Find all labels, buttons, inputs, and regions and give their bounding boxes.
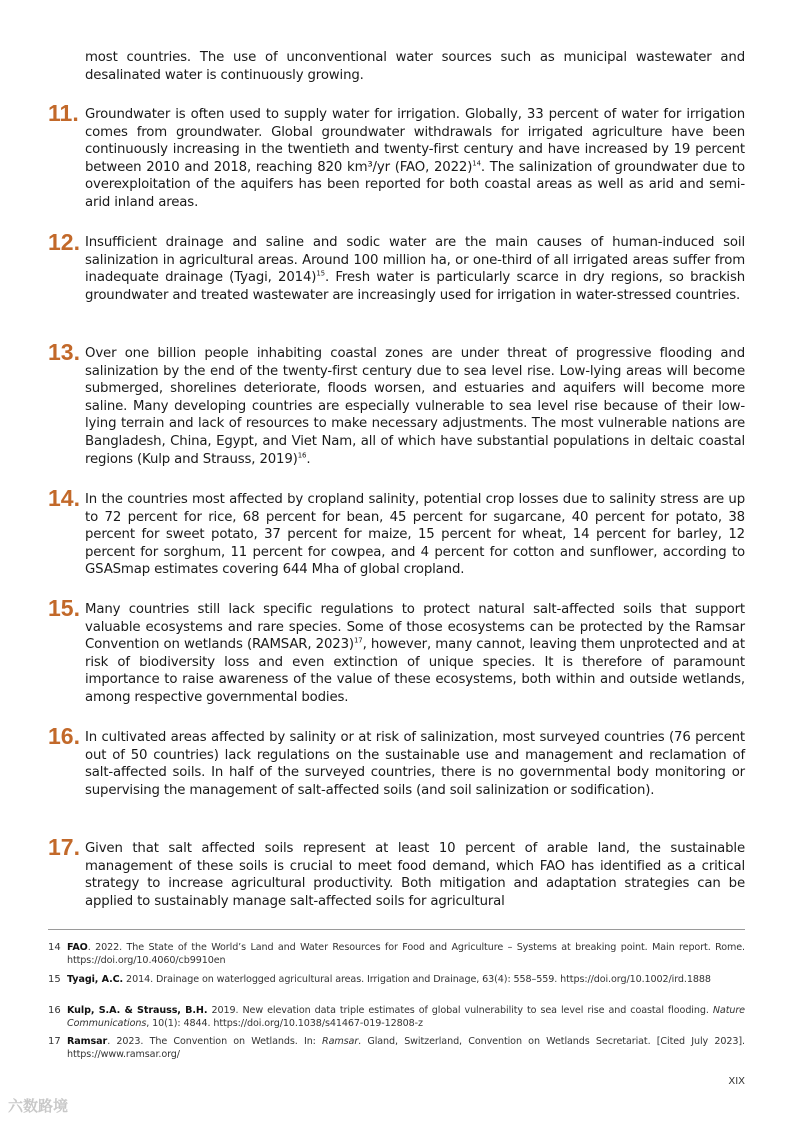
footnote-16 bbox=[67, 1004, 745, 1030]
footnote-number: 15 bbox=[48, 974, 61, 985]
paragraph-text: Over one billion people inhabiting coastal zones are under threat of progressive flooding and salinization by the end of the twenty-first century due to sea level rise. Low-lying areas will become submerged, shorelines deteriorate, floods worsen, and estuaries and aquifers will become more saline. Many developing countries are especially vulnerable to sea level rise because of their low-lying terrain and lack of resources to make necessary adjustments. The most vulnerable nations are Bangladesh, China, Egypt, and Viet Nam, all of which have substantial populations in deltaic coastal regions (Kulp and Strauss, 2019) bbox=[85, 346, 745, 467]
paragraph-number: 11. bbox=[48, 100, 79, 126]
paragraph-14 bbox=[85, 491, 745, 579]
paragraph-text: In cultivated areas affected by salinity or at risk of salinization, most surveyed countries (76 percent out of 50 countries) lack regulations on the sustainable use and management and reclamation of salt-affected soils. In half of the surveyed countries, there is no governmental body monitoring or supervising the management of salt-affected soils (and soil salinization or sodification). bbox=[85, 730, 745, 798]
paragraph-text: Given that salt affected soils represent at least 10 percent of arable land, the sustainable management of these soils is crucial to meet food demand, which FAO has identified as a critical strategy to increase agricultural productivity. Both mitigation and adaptation strategies can be applied to sustainably manage salt-affected soils for agricultural bbox=[85, 841, 745, 909]
footnote-text: . 2023. The Convention on Wetlands. In: bbox=[107, 1036, 323, 1047]
footnote-text: . Gland, Switzerland, Convention on Wetlands Secretariat. [Cited July 2023]. https://www.ramsar.org/ bbox=[67, 1036, 745, 1060]
footnote-text: . 2022. The State of the World’s Land and Water Resources for Food and Agriculture – Systems at breaking point. Main report. Rome. https://doi.org/10.4060/cb9910en bbox=[67, 942, 745, 966]
footnote-ref[interactable]: 14 bbox=[472, 159, 481, 168]
footnote-journal: Nature Communications bbox=[67, 1005, 745, 1029]
paragraph-15 bbox=[85, 601, 745, 707]
paragraph-text: . The salinization of groundwater due to overexploitation of the aquifers has been reported for both coastal areas as well as arid and semi-arid inland areas. bbox=[85, 159, 745, 210]
paragraph-continuation bbox=[85, 49, 745, 84]
footnote-15 bbox=[67, 973, 745, 986]
paragraph-number: 13. bbox=[48, 339, 80, 365]
footnote-author: Kulp, S.A. & Strauss, B.H. bbox=[67, 1005, 208, 1016]
paragraph-text: . bbox=[306, 451, 311, 467]
paragraph-17 bbox=[85, 840, 745, 910]
paragraph-number: 15. bbox=[48, 595, 80, 621]
footnote-author: Tyagi, A.C. bbox=[67, 974, 124, 985]
paragraph-13 bbox=[85, 345, 745, 468]
footnote-ref[interactable]: 17 bbox=[353, 636, 363, 645]
footnote-ref[interactable]: 16 bbox=[297, 451, 307, 460]
paragraph-text: . Fresh water is particularly scarce in dry regions, so brackish groundwater and treated wastewater are increasingly used for irrigation in water-stressed countries. bbox=[85, 270, 746, 303]
footnote-14 bbox=[67, 941, 745, 967]
footnote-text: 2014. Drainage on waterlogged agricultural areas. Irrigation and Drainage, 63(4): 558–559. https://doi.org/10.1002/ird.1888 bbox=[123, 974, 711, 985]
page-number: XIX bbox=[728, 1076, 745, 1087]
paragraph-text: Many countries still lack specific regulations to protect natural salt-affected soils that support valuable ecosystems and rare species. Some of those ecosystems can be protected by the Ramsar Convention on wetlands (RAMSAR, 2023) bbox=[85, 602, 745, 653]
paragraph-16 bbox=[85, 729, 745, 799]
paragraph-12 bbox=[85, 234, 745, 304]
footnote-author: FAO bbox=[67, 942, 88, 953]
paragraph-number: 17. bbox=[48, 834, 80, 860]
watermark: 六数路境 bbox=[8, 1097, 69, 1115]
footnote-number: 16 bbox=[48, 1005, 61, 1016]
paragraph-number: 14. bbox=[48, 485, 80, 511]
paragraph-text: , however, many cannot, leaving them unprotected and at risk of biodiversity loss and even extinction of unique species. It is therefore of paramount importance to raise awareness of the value of these ecosystems, both within and outside wetlands, among respective governmental bodies. bbox=[85, 637, 745, 705]
paragraph-text: most countries. The use of unconventional water sources such as municipal wastewater and desalinated water is continuously growing. bbox=[85, 50, 745, 83]
footnote-17 bbox=[67, 1035, 745, 1061]
footnote-author: Ramsar bbox=[67, 1036, 108, 1047]
footnote-text: , 10(1): 4844. https://doi.org/10.1038/s41467-019-12808-z bbox=[146, 1018, 423, 1029]
paragraph-text: Groundwater is often used to supply water for irrigation. Globally, 33 percent of water for irrigation comes from groundwater. Global groundwater withdrawals for irrigated agriculture have been continuously increasing in the twentieth and twenty-first century and have increased by 19 percent between 2010 and 2018, reaching 820 km³/yr (FAO, 2022) bbox=[85, 107, 745, 175]
paragraph-text: Insufficient drainage and saline and sodic water are the main causes of human-induced soil salinization in agricultural areas. Around 100 million ha, or one-third of all irrigated areas suffer from inadequate drainage (Tyagi, 2014) bbox=[85, 235, 745, 286]
footnote-divider bbox=[48, 929, 745, 930]
paragraph-number: 16. bbox=[48, 723, 80, 749]
footnote-number: 17 bbox=[48, 1036, 61, 1047]
footnote-source: Ramsar bbox=[322, 1036, 359, 1047]
footnote-text: 2019. New elevation data triple estimates of global vulnerability to sea level rise and coastal flooding. bbox=[207, 1005, 713, 1016]
paragraph-11 bbox=[85, 106, 745, 212]
paragraph-number: 12. bbox=[48, 229, 80, 255]
footnote-number: 14 bbox=[48, 942, 61, 953]
paragraph-text: In the countries most affected by cropland salinity, potential crop losses due to salinity stress are up to 72 percent for rice, 68 percent for bean, 45 percent for sugarcane, 40 percent for potato, 38 percent for sweet potato, 37 percent for maize, 15 percent for wheat, 14 percent for barley, 12 percent for sorghum, 11 percent for cowpea, and 4 percent for cotton and sunflower, according to GSASmap estimates covering 644 Mha of global cropland. bbox=[85, 492, 745, 578]
footnote-ref[interactable]: 15 bbox=[316, 269, 325, 278]
